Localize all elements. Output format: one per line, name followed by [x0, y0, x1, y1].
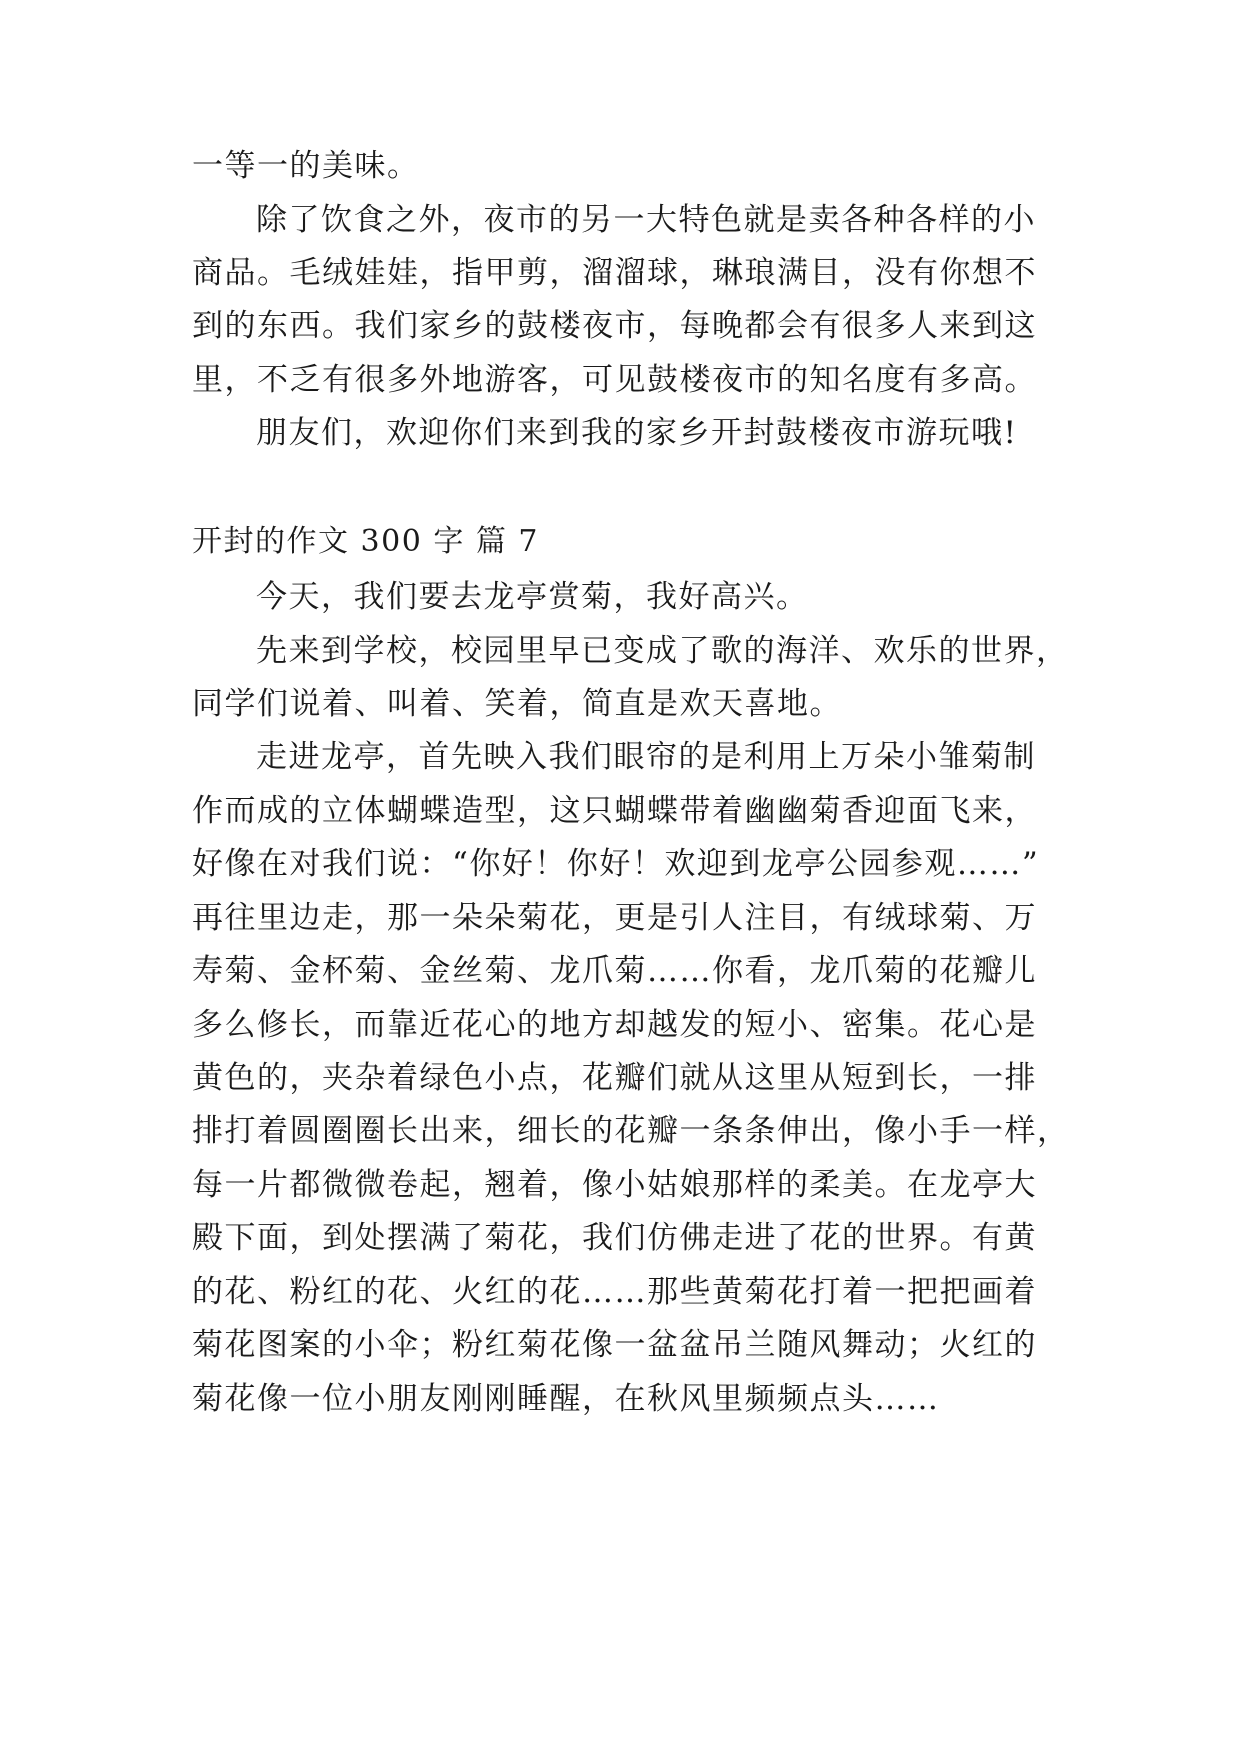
paragraph-line: 黄色的，夹杂着绿色小点，花瓣们就从这里从短到长，一排 [192, 1060, 1037, 1096]
paragraph-line: 商品。毛绒娃娃，指甲剪，溜溜球，琳琅满目，没有你想不 [192, 255, 1037, 291]
paragraph-line: 菊花图案的小伞；粉红菊花像一盆盆吊兰随风舞动；火红的 [192, 1327, 1037, 1363]
paragraph-line: 的花、粉红的花、火红的花……那些黄菊花打着一把把画着 [192, 1274, 1037, 1310]
paragraph-line: 一等一的美味。 [192, 148, 420, 184]
paragraph-line: 多么修长，而靠近花心的地方却越发的短小、密集。花心是 [192, 1007, 1037, 1043]
paragraph-line: 菊花像一位小朋友刚刚睡醒，在秋风里频频点头…… [192, 1381, 940, 1417]
paragraph-line: 除了饮食之外，夜市的另一大特色就是卖各种各样的小 [256, 202, 1036, 238]
section-heading: 开封的作文 300 字 篇 7 [192, 524, 539, 559]
paragraph-line: 殿下面，到处摆满了菊花，我们仿佛走进了花的世界。有黄 [192, 1220, 1037, 1256]
paragraph-line: 走进龙亭，首先映入我们眼帘的是利用上万朵小雏菊制 [256, 739, 1036, 775]
paragraph-line: 作而成的立体蝴蝶造型，这只蝴蝶带着幽幽菊香迎面飞来， [192, 793, 1037, 829]
paragraph-line: 今天，我们要去龙亭赏菊，我好高兴。 [256, 579, 809, 615]
paragraph-line: 同学们说着、叫着、笑着，简直是欢天喜地。 [192, 686, 842, 722]
paragraph-line: 先来到学校，校园里早已变成了歌的海洋、欢乐的世界， [256, 633, 1069, 669]
paragraph-line: 寿菊、金杯菊、金丝菊、龙爪菊……你看，龙爪菊的花瓣儿 [192, 953, 1037, 989]
paragraph-line: 到的东西。我们家乡的鼓楼夜市，每晚都会有很多人来到这 [192, 308, 1037, 344]
paragraph-line: 好像在对我们说：“你好！你好！欢迎到龙亭公园参观……” [192, 846, 1040, 882]
paragraph-line: 每一片都微微卷起，翘着，像小姑娘那样的柔美。在龙亭大 [192, 1167, 1037, 1203]
paragraph-line: 排打着圆圈圈长出来，细长的花瓣一条条伸出，像小手一样， [192, 1113, 1070, 1149]
paragraph-line: 朋友们，欢迎你们来到我的家乡开封鼓楼夜市游玩哦! [256, 415, 1018, 451]
paragraph-line: 里，不乏有很多外地游客，可见鼓楼夜市的知名度有多高。 [192, 362, 1037, 398]
paragraph-line: 再往里边走，那一朵朵菊花，更是引人注目，有绒球菊、万 [192, 900, 1037, 936]
